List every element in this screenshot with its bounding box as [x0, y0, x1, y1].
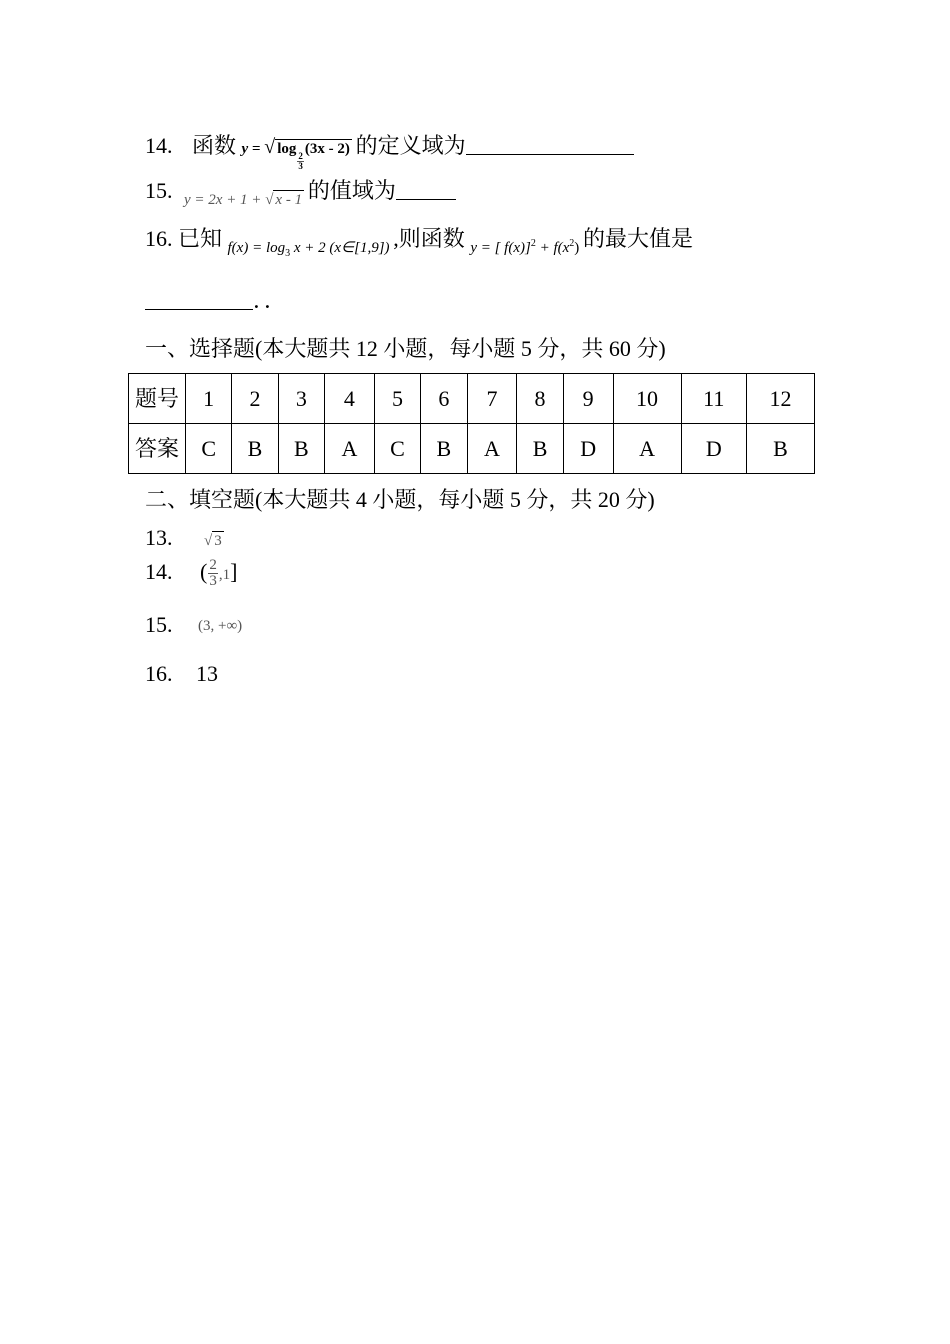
- section-heading-choice: 一、选择题(本大题共 12 小题，每小题 5 分，共 60 分): [145, 336, 666, 361]
- table-cell: B: [232, 424, 278, 474]
- table-cell: 7: [467, 374, 517, 424]
- table-cell: 2: [232, 374, 278, 424]
- table-cell: 11: [681, 374, 747, 424]
- table-cell: D: [563, 424, 613, 474]
- q14-number: 14.: [145, 133, 173, 158]
- q16-y-sup2: 2: [569, 238, 575, 249]
- a14-number: 14.: [145, 559, 173, 584]
- table-cell: A: [613, 424, 681, 474]
- table-cell: D: [681, 424, 747, 474]
- table-cell: 6: [421, 374, 467, 424]
- q16-y-a: y = [ f(x)]: [470, 240, 531, 256]
- q16-fdef: [227, 240, 394, 259]
- sqrt-icon: √: [264, 136, 276, 158]
- a14-frac-num: 2: [209, 557, 217, 574]
- table-cell: C: [186, 424, 232, 474]
- answer-15: [145, 610, 242, 641]
- q16-yexpr: [470, 240, 583, 256]
- q16-f: f(x) = log: [227, 240, 286, 256]
- q15-radicand: x - 1: [275, 192, 303, 208]
- q16-blank: [145, 287, 253, 310]
- table-cell: B: [278, 424, 324, 474]
- q14-arg: (3x - 2): [304, 141, 350, 157]
- table-cell: 9: [563, 374, 613, 424]
- answer-14: [145, 557, 237, 590]
- question-16: [145, 224, 693, 269]
- a13-value: [204, 533, 224, 549]
- q16-y-b: + f(x: [535, 240, 570, 256]
- section-heading-fill: 二、填空题(本大题共 4 小题，每小题 5 分，共 20 分): [145, 487, 655, 512]
- table-cell: A: [324, 424, 374, 474]
- q16-tail: ．．: [253, 288, 287, 313]
- q16-suffix: 的最大值是: [583, 226, 694, 251]
- q14-blank: [466, 132, 634, 155]
- a15-value: (3, +∞): [198, 618, 243, 634]
- sqrt-icon: √: [204, 533, 213, 549]
- q16-y-c: ): [574, 240, 580, 256]
- q15-blank: [396, 177, 456, 200]
- a16-number: 16.: [145, 661, 173, 686]
- q14-y: y =: [241, 141, 261, 157]
- row-header-number: 题号: [129, 374, 186, 424]
- table-cell: C: [374, 424, 420, 474]
- q14-base-den: 3: [298, 161, 303, 171]
- q14-log: log: [277, 141, 297, 157]
- q14-formula: [241, 136, 356, 171]
- q14-base-num: 2: [298, 151, 303, 161]
- q16-number: 16. 已知: [145, 226, 223, 251]
- a14-fraction: [208, 558, 218, 589]
- table-cell: A: [467, 424, 517, 474]
- table-cell: 4: [324, 374, 374, 424]
- a13-radicand: 3: [214, 533, 222, 549]
- q15-formula: [184, 192, 308, 208]
- table-cell: 3: [278, 374, 324, 424]
- a16-value: 13: [196, 661, 218, 686]
- answer-13: [145, 523, 224, 556]
- table-cell: B: [421, 424, 467, 474]
- q15-expr: y = 2x + 1 +: [184, 192, 262, 208]
- question-15: [145, 176, 456, 215]
- question-14: [145, 131, 634, 171]
- q16-mid: ,则函数: [393, 226, 465, 251]
- question-16-blank-line: [145, 286, 286, 316]
- a14-close: ]: [230, 559, 238, 584]
- table-cell: 1: [186, 374, 232, 424]
- table-cell: 8: [517, 374, 563, 424]
- sqrt-icon: √: [265, 192, 274, 208]
- a15-number: 15.: [145, 612, 173, 637]
- table-row-numbers: [129, 374, 815, 424]
- a14-rest: ,1: [218, 567, 231, 583]
- q16-y-sup: 2: [530, 238, 536, 249]
- a13-number: 13.: [145, 525, 173, 550]
- q16-fbase: 3: [285, 248, 291, 259]
- q16-frest: x + 2 (x∈[1,9]): [293, 240, 390, 256]
- q15-number: 15.: [145, 178, 173, 203]
- answer-table: [128, 373, 815, 474]
- q14-prefix: 函数: [192, 133, 237, 158]
- q15-suffix: 的值域为: [307, 178, 396, 203]
- row-header-answer: 答案: [129, 424, 186, 474]
- table-cell: 5: [374, 374, 420, 424]
- table-cell: B: [747, 424, 815, 474]
- q14-radicand: [275, 139, 352, 171]
- q14-log-base: [297, 152, 304, 171]
- a14-open: (: [200, 559, 208, 584]
- a14-frac-den: 3: [209, 573, 217, 590]
- table-cell: B: [517, 424, 563, 474]
- answer-16: [145, 659, 218, 689]
- q14-suffix: 的定义域为: [355, 133, 466, 158]
- table-cell: 12: [747, 374, 815, 424]
- table-cell: 10: [613, 374, 681, 424]
- table-row-answers: [129, 424, 815, 474]
